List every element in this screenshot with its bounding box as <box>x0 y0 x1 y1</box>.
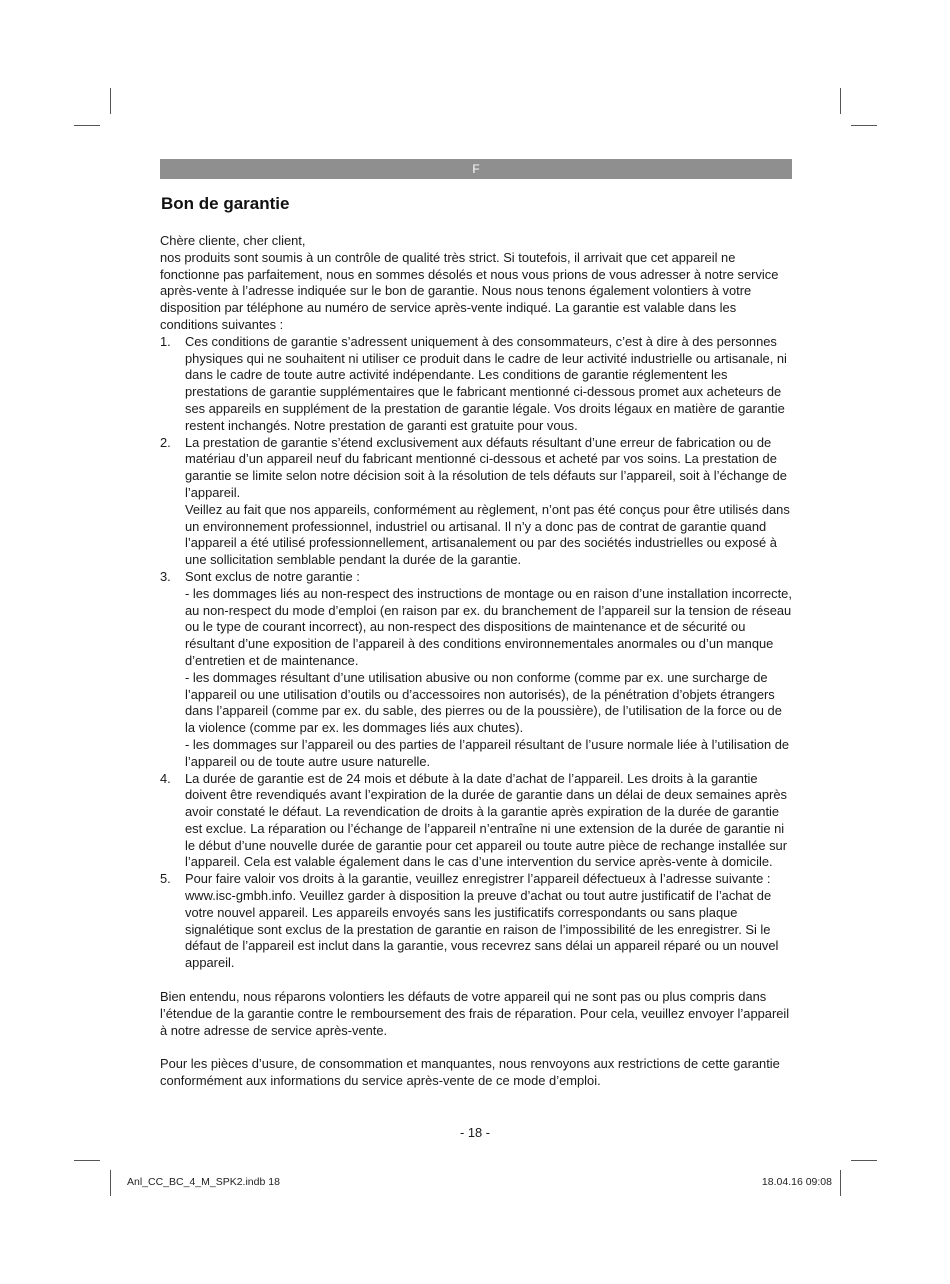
condition-number: 2. <box>160 434 171 450</box>
page-number: - 18 - <box>459 1125 491 1140</box>
condition-number: 5. <box>160 871 171 887</box>
condition-text: Ces conditions de garantie s’adressent uniquement à des consommateurs, c’est à dire à des personnes physiques qui ne souhaitent ni utiliser ce produit dans le cadre de leur activité industrielle ou artisanale, ni dans le cadre de toute autre activité indépendante. Les conditions de garantie réglementent les prestations de garantie supplémentaires que le fabricant mentionné ci-dessous promet aux acheteurs de ses appareils en supplément de la prestation de garantie légale. Vos droits légaux en matière de garantie restent inchangés. Notre prestation de garanti est gratuite pour vous. <box>185 333 787 433</box>
closing-paragraph: Pour les pièces d’usure, de consommation et manquantes, nous renvoyons aux restrictions de cette garantie conformément aux informations du service après-vente de ce mode d’emploi. <box>160 1056 780 1089</box>
condition-text: - les dommages liés au non-respect des instructions de montage ou en raison d’une installation incorrecte, au non-respect du mode d’emploi (en raison par ex. du branchement de l’appareil sur la tension de réseau ou le type de courant incorrect), au non-respect des dispositions de maintenance et de sécurité ou résultant d’une exposition de l’appareil à des conditions environnementales anormales ou d’un manque d’entretien et de maintenance. <box>185 585 792 668</box>
language-header-bar: F <box>160 159 792 179</box>
warranty-body <box>160 233 792 1090</box>
condition-number: 1. <box>160 333 171 349</box>
condition-item <box>160 771 792 872</box>
closing-paragraph: Bien entendu, nous réparons volontiers les défauts de votre appareil qui ne sont pas ou plus compris dans l’étendue de la garantie contre le remboursement des frais de réparation. Pour cela, veuillez envoyer l’appareil à notre adresse de service après-vente. <box>160 989 790 1038</box>
crop-mark <box>840 88 841 114</box>
page-title: Bon de garantie <box>161 194 290 213</box>
condition-item <box>160 871 792 972</box>
crop-mark <box>110 1170 111 1196</box>
crop-mark <box>840 1170 841 1196</box>
condition-text: - les dommages sur l’appareil ou des parties de l’appareil résultant de l’usure normale liée à l’utilisation de l’appareil ou de toute autre usure naturelle. <box>185 736 790 769</box>
greeting: Chère cliente, cher client, <box>160 233 306 248</box>
condition-item <box>160 334 792 435</box>
footer-file-name: Anl_CC_BC_4_M_SPK2.indb 18 <box>127 1176 280 1188</box>
condition-number: 3. <box>160 568 171 584</box>
crop-mark <box>110 88 111 114</box>
crop-mark <box>74 1160 100 1161</box>
crop-mark <box>851 1160 877 1161</box>
condition-text: Sont exclus de notre garantie : <box>185 568 360 584</box>
intro-paragraph: nos produits sont soumis à un contrôle de qualité très strict. Si toutefois, il arrivait que cet appareil ne fonctionne pas parfaitement, nous en sommes désolés et nous vous prions de vous adresser à notre service après-vente à l’adresse indiquée sur le bon de garantie. Nous nous tenons également volontiers à votre disposition par téléphone au numéro de service après-vente indiqué. La garantie est valable dans les conditions suivantes : <box>160 249 779 332</box>
warranty-conditions-list <box>160 334 792 972</box>
condition-text: La durée de garantie est de 24 mois et débute à la date d’achat de l’appareil. Les droits à la garantie doivent être revendiqués avant l’expiration de la durée de garantie dans un délai de deux semaines après avoir constaté le défaut. La revendication de droits à la garantie après expiration de la durée de garantie est exclue. La réparation ou l’échange de l’appareil n’entraîne ni une extension de la durée de garantie ni le début d’une nouvelle durée de garantie pour cet appareil ou toute autre pièce de rechange installée sur l’appareil. Cela est valable également dans le cas d’une intervention du service après-vente à domicile. <box>185 770 787 870</box>
condition-item <box>160 435 792 569</box>
condition-item <box>160 569 792 771</box>
crop-mark <box>74 125 100 126</box>
condition-text: - les dommages résultant d’une utilisation abusive ou non conforme (comme par ex. une surcharge de l’appareil ou une utilisation d’outils ou d’accessoires non autorisés), de la pénétration d’objets étrangers dans l’appareil (comme par ex. du sable, des pierres ou de la poussière), de l’utilisation de la force ou de la violence (comme par ex. les dommages liés aux chutes). <box>185 669 782 736</box>
condition-number: 4. <box>160 770 171 786</box>
footer-date-time: 18.04.16 09:08 <box>761 1176 832 1188</box>
condition-text: Pour faire valoir vos droits à la garantie, veuillez enregistrer l’appareil défectueux à l’adresse suivante : www.isc-gmbh.info. Veuillez garder à disposition la preuve d’achat ou tout autre justificatif de l’achat de votre nouvel appareil. Les appareils envoyés sans les justificatifs correspondants ou sans plaque signalétique sont exclus de la prestation de garantie en raison de l’impossibilité de les enregistrer. Si le défaut de l’appareil est inclut dans la garantie, vous recevrez sans délai un appareil réparé ou un nouvel appareil. <box>185 871 779 971</box>
condition-text: Veillez au fait que nos appareils, conformément au règlement, n’ont pas été conçus pour être utilisés dans un environnement professionnel, industriel ou artisanal. Il n’y a donc pas de contrat de garantie quand l’appareil a été utilisé professionnellement, artisanalement ou par des sociétés industrielles ou exposé à une sollicitation semblable pendant la durée de la garantie. <box>185 501 790 568</box>
condition-text: La prestation de garantie s’étend exclusivement aux défauts résultant d’une erreur de fabrication ou de matériau d’un appareil neuf du fabricant mentionné ci-dessous et acheté par vos soins. La prestation de garantie se limite selon notre décision soit à la résolution de tels défauts sur l’appareil, soit à l’échange de l’appareil. <box>185 434 787 500</box>
crop-mark <box>851 125 877 126</box>
